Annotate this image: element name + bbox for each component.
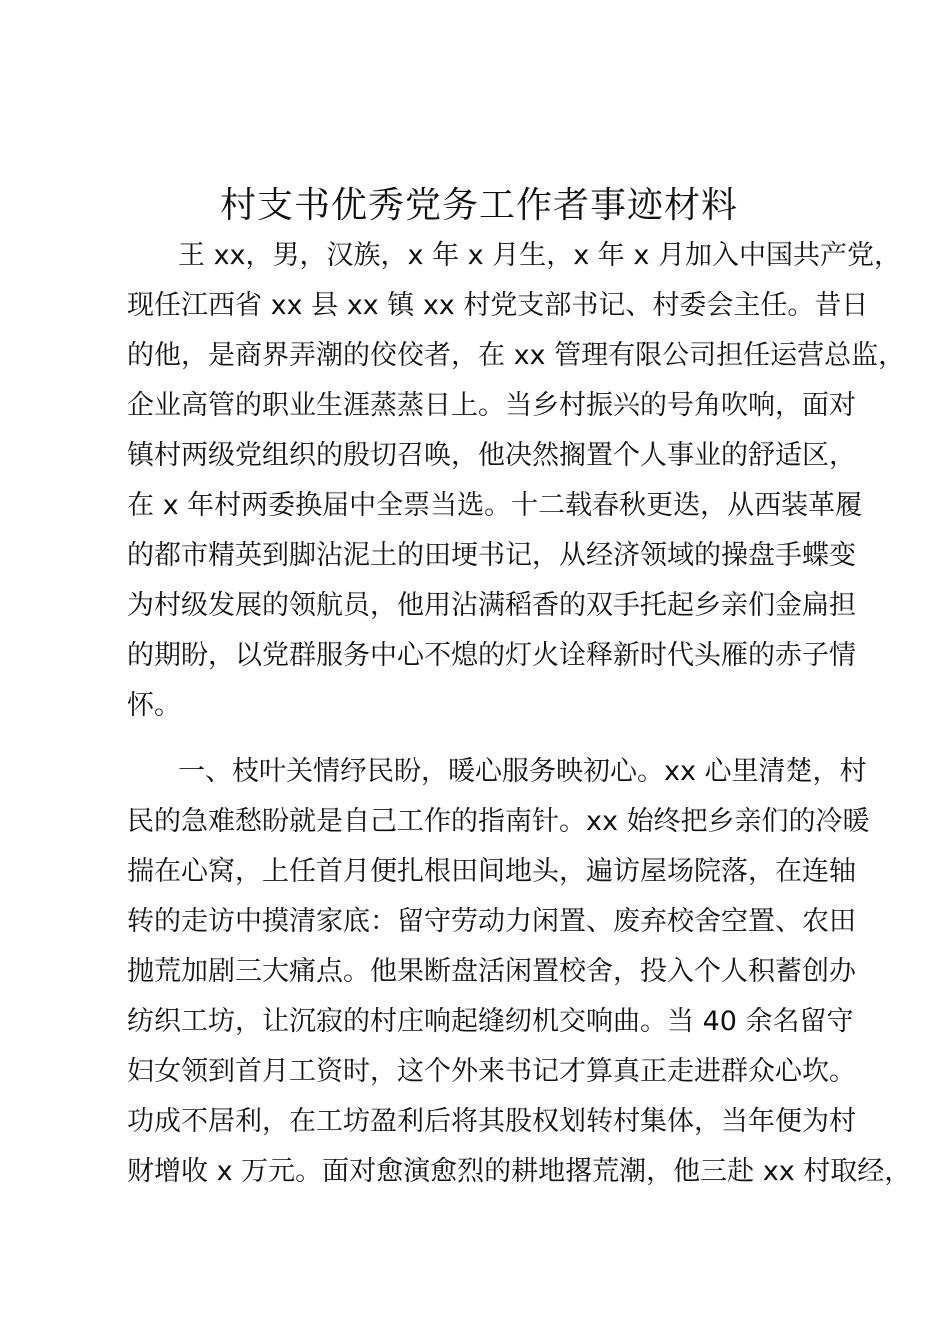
paragraph-2-line: 抛荒加剧三大痛点。他果断盘活闲置校舍，投入个人积蓄创办 xyxy=(127,956,856,987)
paragraph-2-line: 纺织工坊，让沉寂的村庄响起缝纫机交响曲。当 40 余名留守 xyxy=(127,1006,854,1037)
paragraph-2-line: 财增收 x 万元。面对愈演愈烈的耕地撂荒潮，他三赴 xx 村取经， xyxy=(127,1156,912,1187)
paragraph-1-line: 镇村两级党组织的殷切召唤，他决然搁置个人事业的舒适区， xyxy=(127,440,856,471)
paragraph-1-line: 王 xx，男，汉族，x 年 x 月生，x 年 x 月加入中国共产党， xyxy=(178,240,901,271)
paragraph-2-line: 功成不居利，在工坊盈利后将其股权划转村集体，当年便为村 xyxy=(127,1106,856,1137)
paragraph-1-line: 为村级发展的领航员，他用沾满稻香的双手托起乡亲们金扁担 xyxy=(127,590,856,621)
paragraph-1-line: 现任江西省 xx 县 xx 镇 xx 村党支部书记、村委会主任。昔日 xyxy=(127,290,869,321)
paragraph-1-line: 企业高管的职业生涯蒸蒸日上。当乡村振兴的号角吹响，面对 xyxy=(127,390,856,421)
paragraph-1-line: 在 x 年村两委换届中全票当选。十二载春秋更迭，从西装革履 xyxy=(127,490,863,521)
paragraph-2-line: 揣在心窝，上任首月便扎根田间地头，遍访屋场院落，在连轴 xyxy=(127,856,856,887)
paragraph-1-line: 的都市精英到脚沾泥土的田埂书记，从经济领域的操盘手蝶变 xyxy=(127,540,856,571)
document-title: 村支书优秀党务工作者事迹材料 xyxy=(219,185,738,226)
paragraph-2-line: 一、枝叶关情纾民盼，暖心服务映初心。xx 心里清楚，村 xyxy=(178,756,867,787)
paragraph-2-line: 转的走访中摸清家底：留守劳动力闲置、废弃校舍空置、农田 xyxy=(127,906,856,937)
paragraph-2-line: 妇女领到首月工资时，这个外来书记才算真正走进群众心坎。 xyxy=(127,1056,856,1087)
paragraph-1-line: 的期盼，以党群服务中心不熄的灯火诠释新时代头雁的赤子情 xyxy=(127,640,856,671)
document-body xyxy=(127,236,912,1202)
paragraph-1-line: 的他，是商界弄潮的佼佼者，在 xx 管理有限公司担任运营总监， xyxy=(127,340,906,371)
paragraph-1-line: 怀。 xyxy=(127,690,181,721)
paragraph-2-line: 民的急难愁盼就是自己工作的指南针。xx 始终把乡亲们的冷暖 xyxy=(127,806,870,837)
